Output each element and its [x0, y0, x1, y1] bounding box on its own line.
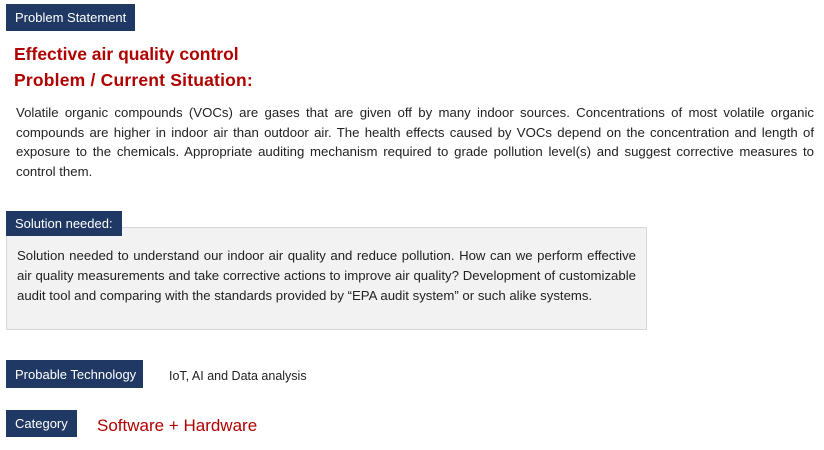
- problem-title: Effective air quality control: [14, 44, 239, 64]
- problem-description: Volatile organic compounds (VOCs) are gases that are given off by many indoor sources. Concentrations of most volatile organic compounds are higher in indoor air than outdoor air. The health effects caused by VOCs depend on the concentration and length of exposure to the chemicals. Appropriate auditing mechanism required to grade pollution level(s) and suggest corrective measures to control them.: [16, 105, 814, 179]
- solution-box: [6, 227, 647, 330]
- category-tag: Category: [6, 410, 77, 437]
- category-value: Software + Hardware: [97, 416, 258, 435]
- solution-description: Solution needed to understand our indoor air quality and reduce pollution. How can we perform effective air quality measurements and take corrective actions to improve air quality? Development of customizable audit tool and comparing with the standards provided by “EPA audit system” or such alike systems.: [17, 248, 636, 303]
- problem-subtitle: Problem / Current Situation:: [14, 70, 253, 90]
- probable-technology-value: IoT, AI and Data analysis: [169, 369, 307, 383]
- probable-technology-tag: Probable Technology: [6, 360, 143, 388]
- problem-statement-tag: Problem Statement: [6, 4, 135, 31]
- solution-needed-tag: Solution needed:: [6, 211, 122, 236]
